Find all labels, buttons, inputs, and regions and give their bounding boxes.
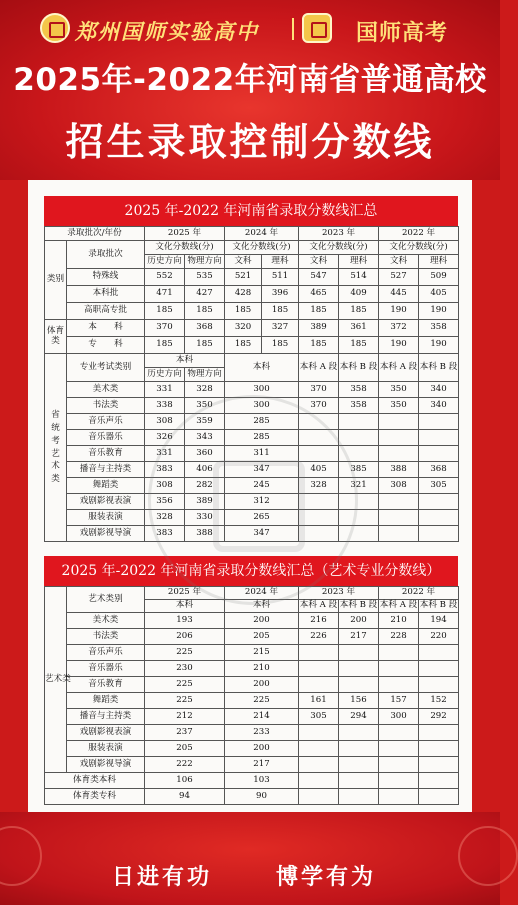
table-row — [45, 354, 459, 368]
art-type-header: 艺术类别 — [67, 587, 145, 613]
table-row — [45, 446, 459, 462]
row-label: 戏剧影视导演 — [67, 757, 145, 773]
cell: 321 — [339, 478, 379, 494]
cell: 389 — [299, 320, 339, 337]
table-row — [45, 510, 459, 526]
cell — [419, 414, 459, 430]
cell: 215 — [225, 645, 299, 661]
cell — [379, 414, 419, 430]
cell: 350 — [379, 398, 419, 414]
cell: 225 — [145, 693, 225, 709]
cell: 225 — [225, 693, 299, 709]
cell: 396 — [262, 286, 299, 303]
table-row — [45, 320, 459, 337]
row-label: 舞蹈类 — [67, 478, 145, 494]
row-label: 服装表演 — [67, 510, 145, 526]
cell: 214 — [225, 709, 299, 725]
cell — [339, 414, 379, 430]
cell: 282 — [185, 478, 225, 494]
table-row — [45, 773, 459, 789]
cell — [299, 430, 339, 446]
row-label: 舞蹈类 — [67, 693, 145, 709]
cell: 343 — [185, 430, 225, 446]
culture-line-header: 文化分数线(分) — [145, 241, 225, 255]
cell: 210 — [379, 613, 419, 629]
brand-row — [0, 10, 500, 46]
pe-label: 体育类 — [45, 320, 67, 354]
cell: 350 — [379, 382, 419, 398]
cell — [299, 661, 339, 677]
cell: 216 — [299, 613, 339, 629]
cell: 370 — [299, 382, 339, 398]
cell: 405 — [419, 286, 459, 303]
cell: 210 — [225, 661, 299, 677]
culture-line-header: 文化分数线(分) — [299, 241, 379, 255]
cell — [379, 645, 419, 661]
cell: 157 — [379, 693, 419, 709]
cell: 427 — [185, 286, 225, 303]
culture-line-header: 文化分数线(分) — [225, 241, 299, 255]
page-title-line2: 招生录取控制分数线 — [65, 120, 435, 164]
score-table-general — [44, 226, 459, 542]
cell: 338 — [145, 398, 185, 414]
cell: 406 — [185, 462, 225, 478]
art-label: 艺术类 — [45, 587, 67, 773]
cell: 328 — [145, 510, 185, 526]
footer-banner — [0, 812, 500, 905]
cell — [419, 741, 459, 757]
cell — [379, 430, 419, 446]
table-row — [45, 241, 459, 255]
cell: 225 — [145, 677, 225, 693]
cell — [419, 526, 459, 542]
benke-a-header: 本科 A 段 — [379, 600, 419, 613]
cell: 285 — [225, 414, 299, 430]
table-row — [45, 398, 459, 414]
cell — [339, 510, 379, 526]
cell — [339, 661, 379, 677]
benke-b-header: 本科 B 段 — [339, 354, 379, 382]
cell: 465 — [299, 286, 339, 303]
cell: 368 — [419, 462, 459, 478]
cell — [419, 510, 459, 526]
cell — [339, 526, 379, 542]
history-header: 历史方向 — [145, 255, 185, 269]
year-header: 2022 年 — [379, 227, 459, 241]
cell: 320 — [225, 320, 262, 337]
school-logo-icon — [40, 13, 70, 43]
cell: 347 — [225, 462, 299, 478]
category-label: 类别 — [45, 241, 67, 320]
cell: 265 — [225, 510, 299, 526]
benke-a-header: 本科 A 段 — [299, 354, 339, 382]
row-label: 音乐声乐 — [67, 414, 145, 430]
cell — [299, 494, 339, 510]
benke-b-header: 本科 B 段 — [339, 600, 379, 613]
cell: 370 — [299, 398, 339, 414]
row-label: 本 科 — [67, 320, 145, 337]
cell — [419, 446, 459, 462]
cell: 292 — [419, 709, 459, 725]
section-title-art: 2025 年-2022 年河南省录取分数线汇总（艺术专业分数线） — [44, 556, 458, 586]
cell: 535 — [185, 269, 225, 286]
cell: 206 — [145, 629, 225, 645]
page-title-line1: 2025年-2022年河南省普通高校 — [13, 62, 487, 98]
cell: 230 — [145, 661, 225, 677]
history-header: 历史方向 — [145, 368, 185, 382]
year-header: 2025 年 — [145, 227, 225, 241]
table-row — [45, 709, 459, 725]
cell: 372 — [379, 320, 419, 337]
cell: 94 — [145, 789, 225, 805]
cell — [379, 725, 419, 741]
cell: 205 — [225, 629, 299, 645]
table-row — [45, 661, 459, 677]
row-label: 美术类 — [67, 613, 145, 629]
header-banner — [0, 0, 500, 180]
cell: 388 — [185, 526, 225, 542]
cell — [379, 661, 419, 677]
row-label: 戏剧影视表演 — [67, 725, 145, 741]
cell: 245 — [225, 478, 299, 494]
cell: 190 — [419, 303, 459, 320]
year-header: 2023 年 — [299, 587, 379, 600]
cell: 409 — [339, 286, 379, 303]
table-row — [45, 414, 459, 430]
cell: 359 — [185, 414, 225, 430]
benke-b-header: 本科 B 段 — [419, 600, 459, 613]
cell: 156 — [339, 693, 379, 709]
cell: 190 — [379, 337, 419, 354]
cell: 228 — [379, 629, 419, 645]
cell: 331 — [145, 446, 185, 462]
cell: 285 — [225, 430, 299, 446]
cell: 383 — [145, 526, 185, 542]
cell: 185 — [339, 337, 379, 354]
cell: 200 — [339, 613, 379, 629]
cell — [379, 741, 419, 757]
cell: 194 — [419, 613, 459, 629]
cell: 405 — [299, 462, 339, 478]
table-row — [45, 303, 459, 320]
year-header: 2024 年 — [225, 227, 299, 241]
cell: 514 — [339, 269, 379, 286]
cell — [419, 661, 459, 677]
table-row — [45, 789, 459, 805]
table-row — [45, 494, 459, 510]
score-table-art — [44, 586, 459, 805]
cell: 185 — [185, 337, 225, 354]
cell: 185 — [145, 337, 185, 354]
cell: 305 — [299, 709, 339, 725]
cloud-swirl-icon — [458, 826, 518, 886]
cell — [419, 677, 459, 693]
cell: 509 — [419, 269, 459, 286]
motto-left: 日进有功 — [112, 865, 213, 890]
cell: 370 — [145, 320, 185, 337]
cell — [379, 494, 419, 510]
brand-name: 国师高考 — [356, 21, 449, 46]
cell: 220 — [419, 629, 459, 645]
cell: 190 — [419, 337, 459, 354]
cell — [379, 526, 419, 542]
cell: 327 — [262, 320, 299, 337]
cell: 360 — [185, 446, 225, 462]
benke-header: 本科 — [225, 354, 299, 382]
cell — [419, 645, 459, 661]
cell: 445 — [379, 286, 419, 303]
cell: 205 — [145, 741, 225, 757]
physics-header: 物理方向 — [185, 368, 225, 382]
cell: 308 — [145, 414, 185, 430]
cell: 471 — [145, 286, 185, 303]
row-label: 音乐声乐 — [67, 645, 145, 661]
cell: 212 — [145, 709, 225, 725]
year-header: 2024 年 — [225, 587, 299, 600]
cell: 305 — [419, 478, 459, 494]
row-label: 服装表演 — [67, 741, 145, 757]
school-name: 郑州国师实验高中 — [75, 19, 259, 44]
cell: 312 — [225, 494, 299, 510]
cell: 222 — [145, 757, 225, 773]
cell: 200 — [225, 677, 299, 693]
row-label: 播音与主持类 — [67, 462, 145, 478]
cell: 300 — [225, 398, 299, 414]
cell: 190 — [379, 303, 419, 320]
cell: 547 — [299, 269, 339, 286]
cell: 226 — [299, 629, 339, 645]
table-row — [45, 269, 459, 286]
art-group-label: 省统考艺术类 — [45, 354, 67, 542]
cell: 90 — [225, 789, 299, 805]
cell: 103 — [225, 773, 299, 789]
cell — [419, 725, 459, 741]
brand-logo-icon — [302, 13, 332, 43]
li-header: 理科 — [419, 255, 459, 269]
table-row — [45, 741, 459, 757]
cell: 217 — [225, 757, 299, 773]
cell: 358 — [419, 320, 459, 337]
cell — [379, 510, 419, 526]
li-header: 理科 — [262, 255, 299, 269]
cell: 185 — [262, 303, 299, 320]
table-row — [45, 526, 459, 542]
art-exam-label: 专业考试类别 — [67, 354, 145, 382]
table-row — [45, 725, 459, 741]
table-row — [45, 478, 459, 494]
benke-header: 本科 — [145, 600, 225, 613]
divider — [292, 18, 294, 40]
cell: 552 — [145, 269, 185, 286]
wen-header: 文科 — [299, 255, 339, 269]
benke-header: 本科 — [145, 354, 225, 368]
year-header: 2025 年 — [145, 587, 225, 600]
cell: 233 — [225, 725, 299, 741]
row-label: 体育类本科 — [45, 773, 145, 789]
cell — [299, 757, 339, 773]
cell — [379, 446, 419, 462]
cell: 185 — [299, 337, 339, 354]
row-label: 戏剧影视表演 — [67, 494, 145, 510]
cell: 185 — [225, 337, 262, 354]
cell — [419, 494, 459, 510]
cell: 347 — [225, 526, 299, 542]
cell: 225 — [145, 645, 225, 661]
benke-header: 本科 — [225, 600, 299, 613]
cell: 193 — [145, 613, 225, 629]
cell: 326 — [145, 430, 185, 446]
cell: 311 — [225, 446, 299, 462]
row-label: 戏剧影视导演 — [67, 526, 145, 542]
cell: 340 — [419, 382, 459, 398]
cell — [299, 741, 339, 757]
motto-right: 博学有为 — [276, 865, 377, 890]
cell: 511 — [262, 269, 299, 286]
row-label: 音乐器乐 — [67, 430, 145, 446]
row-label: 体育类专科 — [45, 789, 145, 805]
cell: 185 — [225, 303, 262, 320]
table-row — [45, 462, 459, 478]
cell — [339, 430, 379, 446]
cell: 152 — [419, 693, 459, 709]
li-header: 理科 — [339, 255, 379, 269]
table-row — [45, 613, 459, 629]
row-label: 高职高专批 — [67, 303, 145, 320]
row-label: 音乐教育 — [67, 677, 145, 693]
cell: 428 — [225, 286, 262, 303]
table-row — [45, 587, 459, 600]
row-label: 音乐器乐 — [67, 661, 145, 677]
cell: 368 — [185, 320, 225, 337]
cell: 330 — [185, 510, 225, 526]
cell — [339, 494, 379, 510]
cell: 185 — [145, 303, 185, 320]
cell: 388 — [379, 462, 419, 478]
cell: 237 — [145, 725, 225, 741]
cell: 385 — [339, 462, 379, 478]
year-header: 2022 年 — [379, 587, 459, 600]
row-label: 特殊线 — [67, 269, 145, 286]
cell: 521 — [225, 269, 262, 286]
cell — [299, 645, 339, 661]
cell: 527 — [379, 269, 419, 286]
cell — [339, 645, 379, 661]
row-label: 书法类 — [67, 398, 145, 414]
row-label: 书法类 — [67, 629, 145, 645]
section-title-general: 2025 年-2022 年河南省录取分数线汇总 — [44, 196, 458, 226]
batch-label: 录取批次 — [67, 241, 145, 269]
cell: 308 — [379, 478, 419, 494]
cell: 340 — [419, 398, 459, 414]
cell — [299, 526, 339, 542]
cell: 328 — [299, 478, 339, 494]
table-row — [45, 337, 459, 354]
cell: 300 — [379, 709, 419, 725]
corner-header: 录取批次/年份 — [45, 227, 145, 241]
row-label: 专 科 — [67, 337, 145, 354]
year-header: 2023 年 — [299, 227, 379, 241]
cell — [419, 757, 459, 773]
cell — [299, 725, 339, 741]
cell — [379, 677, 419, 693]
cell — [379, 757, 419, 773]
wen-header: 文科 — [225, 255, 262, 269]
table-row — [45, 693, 459, 709]
cell: 358 — [339, 382, 379, 398]
cell: 294 — [339, 709, 379, 725]
cell: 361 — [339, 320, 379, 337]
benke-a-header: 本科 A 段 — [299, 600, 339, 613]
cloud-swirl-icon — [0, 826, 42, 886]
physics-header: 物理方向 — [185, 255, 225, 269]
cell — [299, 446, 339, 462]
table-row — [45, 382, 459, 398]
cell: 331 — [145, 382, 185, 398]
cell — [339, 725, 379, 741]
benke-a-header: 本科 A 段 — [379, 354, 419, 382]
cell — [339, 446, 379, 462]
cell: 200 — [225, 741, 299, 757]
table-row — [45, 677, 459, 693]
cell — [339, 677, 379, 693]
row-label: 音乐教育 — [67, 446, 145, 462]
cell: 185 — [339, 303, 379, 320]
cell — [419, 430, 459, 446]
cell: 389 — [185, 494, 225, 510]
table-row — [45, 227, 459, 241]
cell: 185 — [299, 303, 339, 320]
table-row — [45, 645, 459, 661]
cell — [339, 757, 379, 773]
table-row — [45, 430, 459, 446]
cell: 356 — [145, 494, 185, 510]
cell: 106 — [145, 773, 225, 789]
cell: 185 — [262, 337, 299, 354]
table-row — [45, 286, 459, 303]
wen-header: 文科 — [379, 255, 419, 269]
cell: 383 — [145, 462, 185, 478]
cell: 358 — [339, 398, 379, 414]
row-label: 播音与主持类 — [67, 709, 145, 725]
cell — [299, 677, 339, 693]
cell: 350 — [185, 398, 225, 414]
cell — [339, 741, 379, 757]
table-row — [45, 757, 459, 773]
cell: 217 — [339, 629, 379, 645]
cell: 200 — [225, 613, 299, 629]
cell: 308 — [145, 478, 185, 494]
cell: 300 — [225, 382, 299, 398]
benke-b-header: 本科 B 段 — [419, 354, 459, 382]
culture-line-header: 文化分数线(分) — [379, 241, 459, 255]
cell: 185 — [185, 303, 225, 320]
cell — [299, 510, 339, 526]
table-row — [45, 629, 459, 645]
cell: 328 — [185, 382, 225, 398]
cell: 161 — [299, 693, 339, 709]
cell — [299, 414, 339, 430]
row-label: 本科批 — [67, 286, 145, 303]
row-label: 美术类 — [67, 382, 145, 398]
